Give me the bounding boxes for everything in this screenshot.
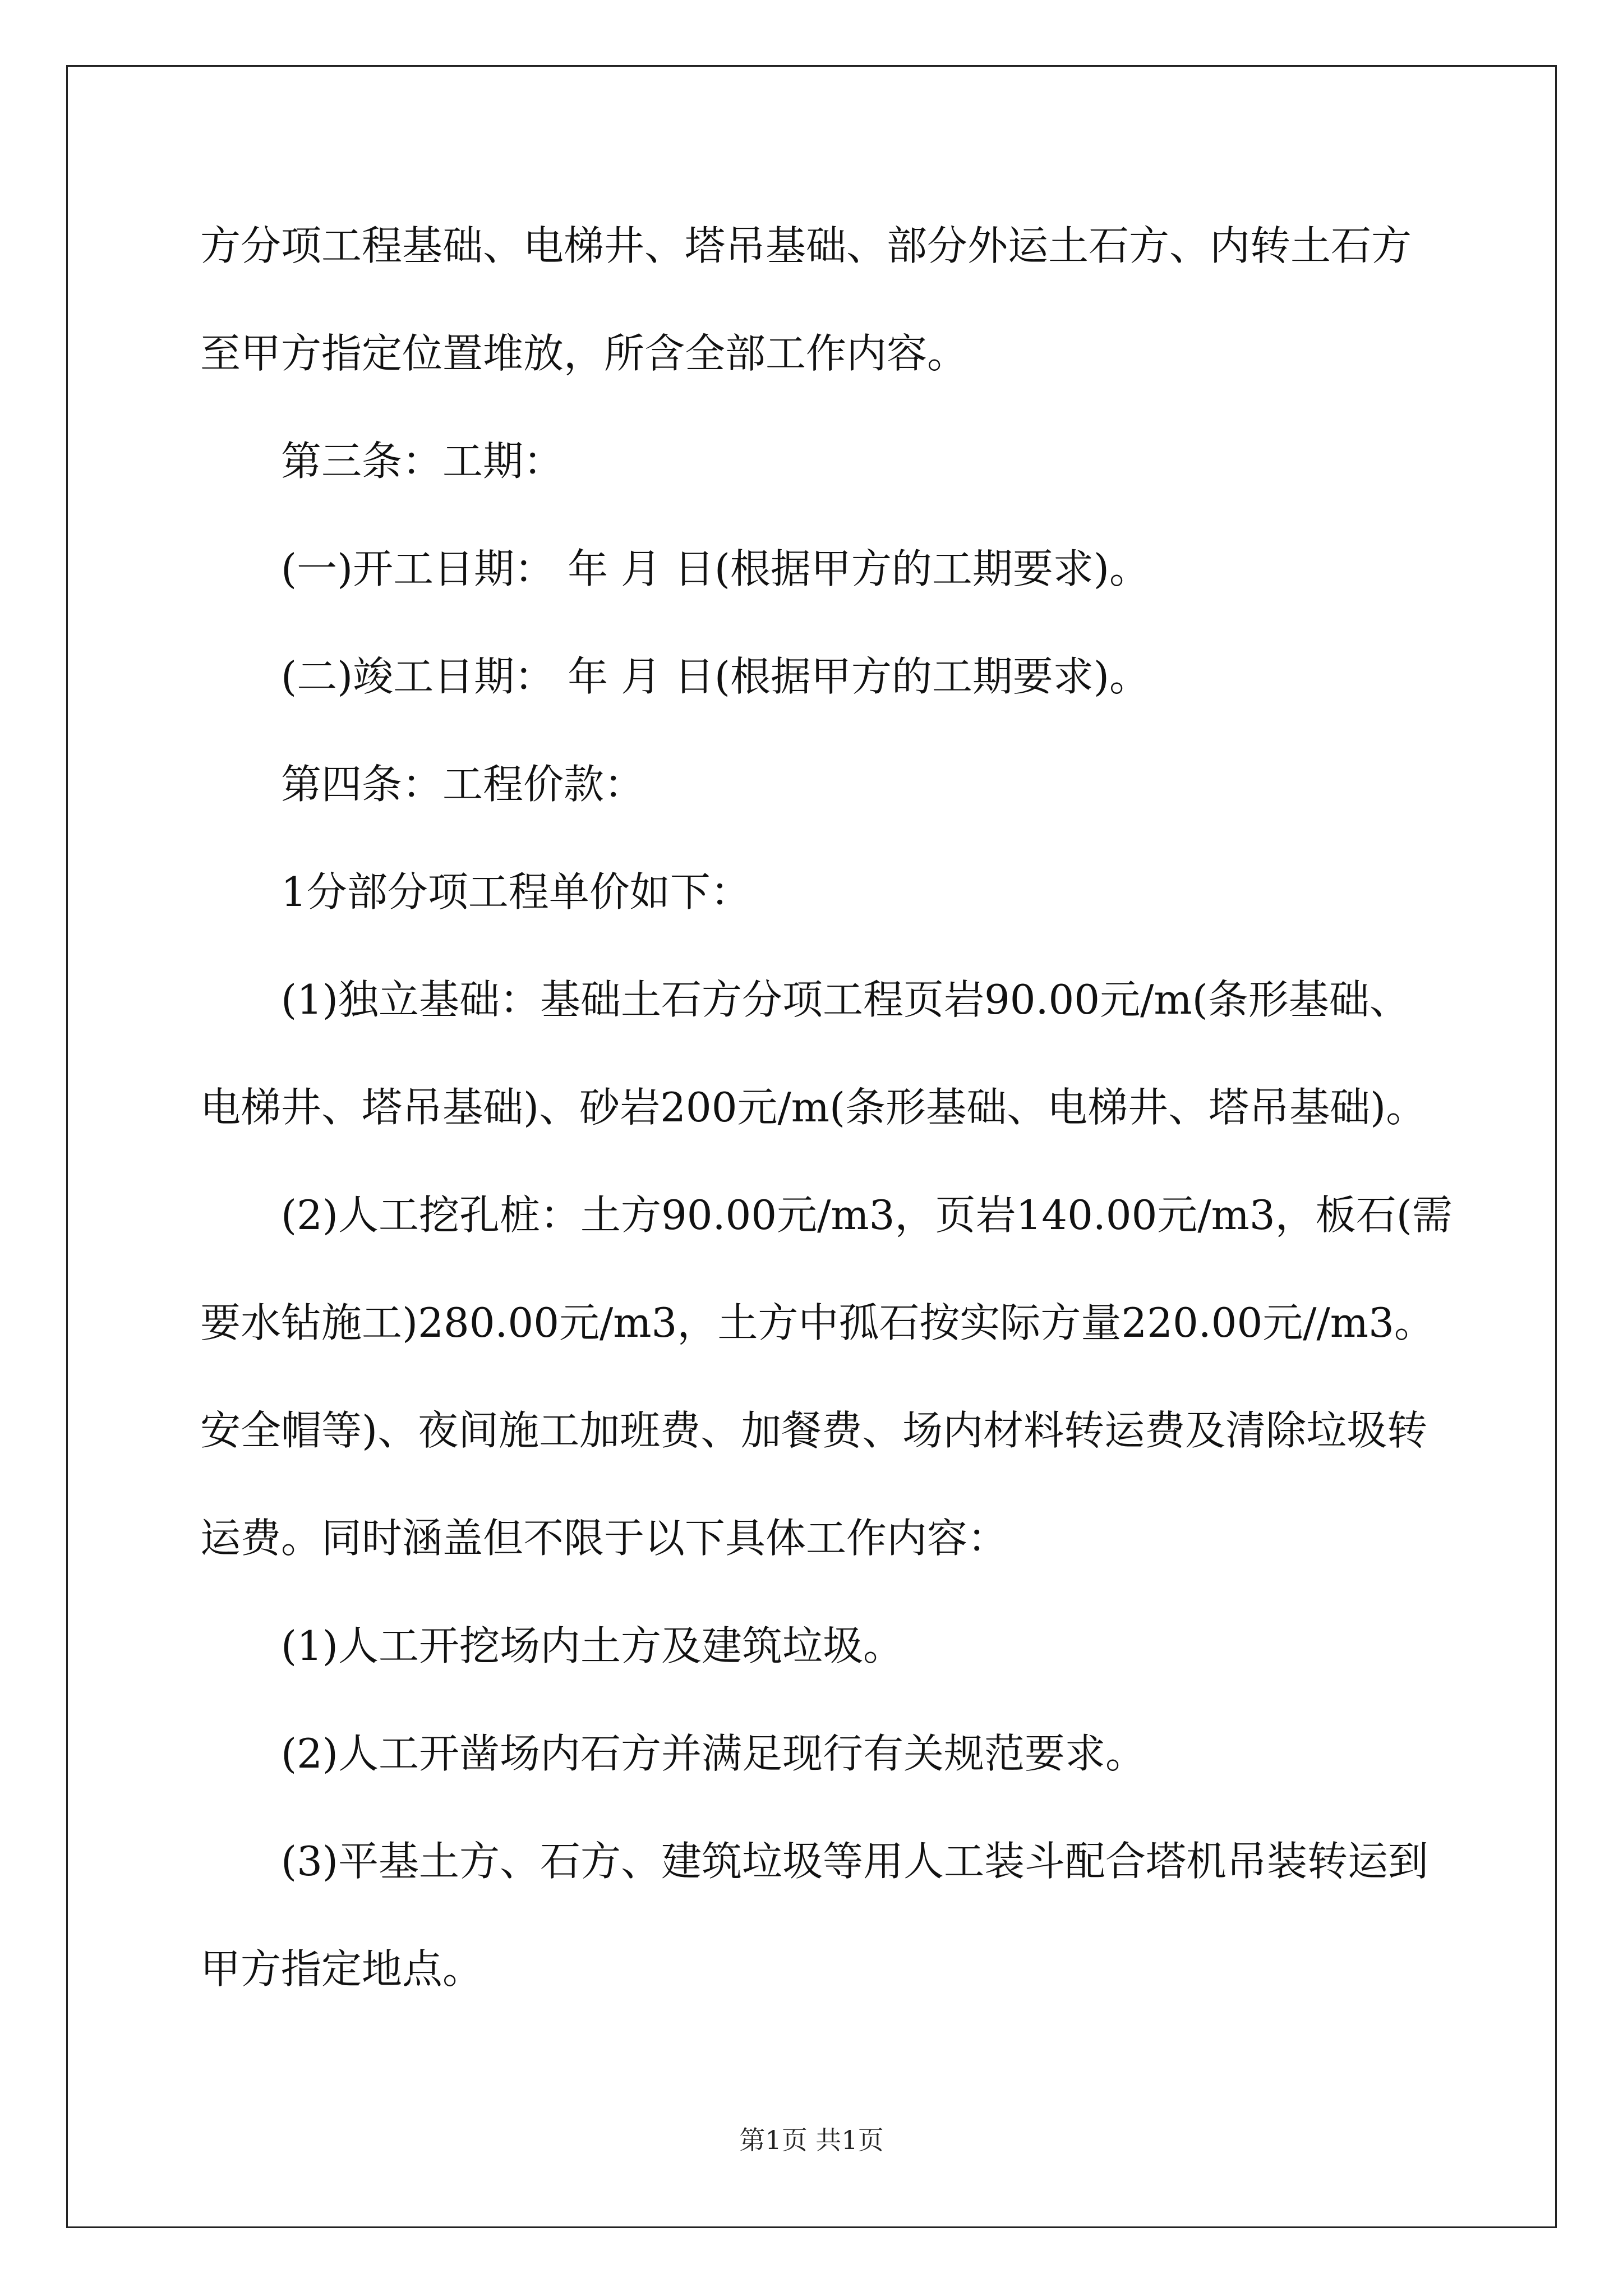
paragraph-line: (3)平基土方、石方、建筑垃圾等用人工装斗配合塔机吊装转运到 (281, 1838, 1428, 1885)
document-body (200, 222, 1453, 1993)
start-date-line: (一)开工日期： 年 月 日(根据甲方的工期要求)。 (281, 545, 1150, 592)
paragraph-line: (1)独立基础：基础土石方分项工程页岩90.00元/m(条形基础、 (281, 976, 1410, 1023)
paragraph-line: (2)人工开凿场内石方并满足现行有关规范要求。 (281, 1730, 1146, 1777)
paragraph-line: (2)人工挖孔桩：土方90.00元/m3，页岩140.00元/m3，板石(需 (281, 1191, 1453, 1239)
paragraph-line: 电梯井、塔吊基础)、砂岩200元/m(条形基础、电梯井、塔吊基础)。 (200, 1084, 1427, 1131)
paragraph-line: 1分部分项工程单价如下： (281, 868, 751, 915)
section-heading-4: 第四条：工程价款： (281, 761, 645, 808)
paragraph-line: 甲方指定地点。 (200, 1945, 483, 1993)
paragraph-line: 安全帽等)、夜间施工加班费、加餐费、场内材料转运费及清除垃圾转 (200, 1407, 1428, 1454)
paragraph-line: (1)人工开挖场内土方及建筑垃圾。 (281, 1622, 903, 1669)
paragraph-line: 要水钻施工)280.00元/m3，土方中孤石按实际方量220.00元//m3。 (200, 1299, 1435, 1346)
paragraph-line: 运费。同时涵盖但不限于以下具体工作内容： (200, 1515, 1008, 1562)
page-number-footer: 第1页 共1页 (739, 2125, 884, 2155)
end-date-line: (二)竣工日期： 年 月 日(根据甲方的工期要求)。 (281, 653, 1150, 700)
paragraph-line: 方分项工程基础、电梯井、塔吊基础、部分外运土石方、内转土石方 (200, 222, 1412, 269)
section-heading-3: 第三条：工期： (281, 438, 564, 485)
paragraph-line: 至甲方指定位置堆放，所含全部工作内容。 (200, 330, 968, 377)
